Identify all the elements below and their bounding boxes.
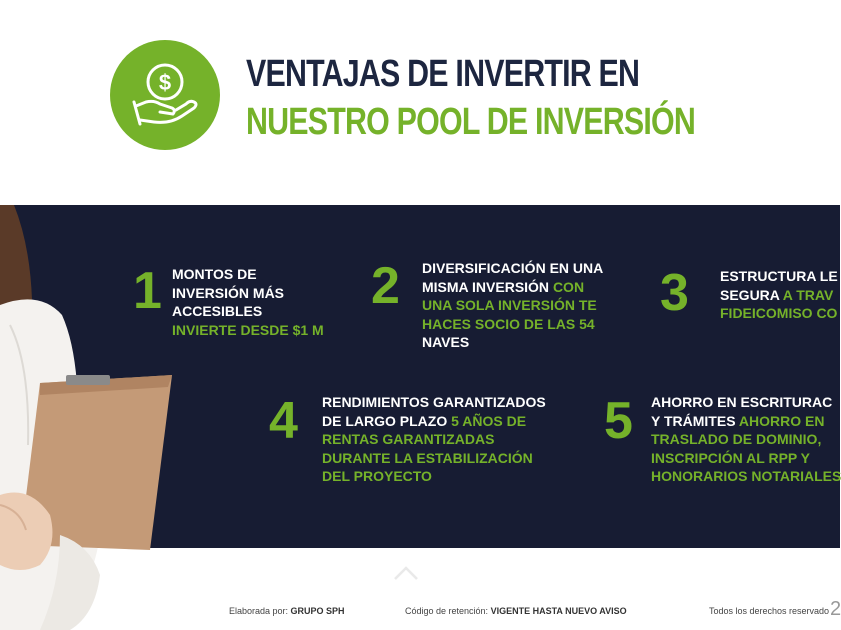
footer-codigo: Código de retención: VIGENTE HASTA NUEVO AVISO xyxy=(405,606,627,616)
advantage-text: MONTOS DE INVERSIÓN MÁS ACCESIBLES INVIERTE DESDE $1 M xyxy=(172,266,324,338)
advantage-number: 3 xyxy=(660,264,689,322)
advantage-number: 4 xyxy=(269,392,298,450)
advantage-number: 2 xyxy=(371,257,400,315)
page-number: 2 xyxy=(830,598,841,620)
advantage-text: AHORRO EN ESCRITURAC Y TRÁMITES AHORRO EN TRASLADO DE DOMINIO, INSCRIPCIÓN AL RPP Y HONORARIOS NOTARIALES xyxy=(651,394,841,484)
advantage-text: ESTRUCTURA LE SEGURA A TRAV FIDEICOMISO CO xyxy=(720,268,838,321)
page-title-line2: NUESTRO POOL DE INVERSIÓN xyxy=(246,101,696,143)
woman-with-clipboard-image xyxy=(0,205,180,630)
page-title-line1: VENTAJAS DE INVERTIR EN xyxy=(246,53,640,95)
advantage-text: RENDIMIENTOS GARANTIZADOS DE LARGO PLAZO 5 AÑOS DE RENTAS GARANTIZADAS DURANTE LA ESTABILIZACIÓN DEL PROYECTO xyxy=(322,394,546,484)
hand-dollar-coin-icon xyxy=(110,40,220,150)
footer-elaborada: Elaborada por: GRUPO SPH xyxy=(229,606,345,616)
footer-rights: Todos los derechos reservado xyxy=(709,606,830,616)
advantage-text: DIVERSIFICACIÓN EN UNA MISMA INVERSIÓN CON UNA SOLA INVERSIÓN TE HACES SOCIO DE LAS 54 NAVES xyxy=(422,260,604,350)
svg-text:$: $ xyxy=(158,70,172,95)
chevron-up-icon[interactable] xyxy=(393,565,419,581)
advantage-number: 1 xyxy=(133,262,162,320)
advantage-number: 5 xyxy=(604,392,633,450)
